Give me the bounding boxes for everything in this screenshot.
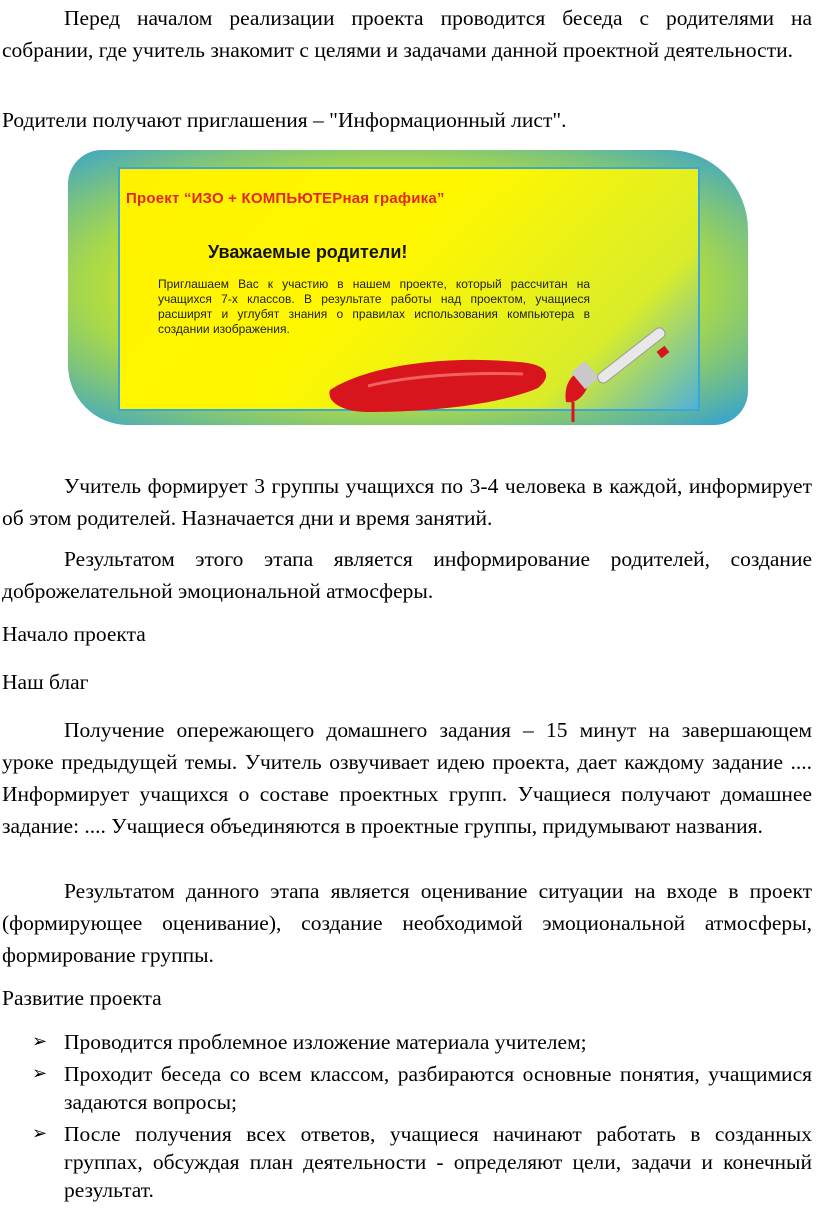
arrow-bullet-icon: ➢ bbox=[32, 1123, 48, 1144]
invitation-body: Приглашаем Вас к участию в нашем проекте, который рассчитан на учащихся 7-х классов. В результате работы над проектом, учащиеся расширят и углубят знания о правилах использования компьютера в создании изображения. bbox=[158, 277, 590, 336]
paint-stroke-graphic bbox=[68, 150, 748, 425]
invitation-image bbox=[68, 150, 748, 425]
invitation-greeting: Уважаемые родители! bbox=[208, 242, 408, 262]
development-list bbox=[0, 1028, 812, 1208]
paragraph-result-2: Результатом данного этапа является оценивание ситуации на входе в проект (формирующее оценивание), создание необходимой эмоциональной атмосферы, формирование группы. bbox=[2, 879, 812, 967]
invitation-title: Проект “ИЗО + КОМПЬЮТЕРная графика” bbox=[126, 190, 445, 207]
paragraph-invitations: Родители получают приглашения – "Информационный лист". bbox=[2, 108, 567, 132]
paragraph-groups: Учитель формирует 3 группы учащихся по 3-4 человека в каждой, информирует об этом родителей. Назначается дни и время занятий. bbox=[2, 474, 812, 530]
list-item: ➢ После получения всех ответов, учащиеся начинают работать в созданных группах, обсуждая план деятельности - определяют цели, задачи и конечный результат. bbox=[32, 1122, 812, 1202]
arrow-bullet-icon: ➢ bbox=[32, 1031, 48, 1052]
heading-project-development: Развитие проекта bbox=[2, 986, 162, 1010]
paint-stroke bbox=[329, 360, 546, 412]
heading-project-start: Начало проекта bbox=[2, 622, 146, 646]
list-item: ➢ Проходит беседа со всем классом, разбираются основные понятия, учащимися задаются вопросы; bbox=[32, 1062, 812, 1114]
list-item: ➢ Проводится проблемное изложение материала учителем; bbox=[32, 1030, 587, 1054]
paintbrush-icon bbox=[565, 326, 669, 422]
paragraph-homework: Получение опережающего домашнего задания – 15 минут на завершающем уроке предыдущей темы. Учитель озвучивает идею проекта, дает каждому задание .... Информирует учащихся о составе проектных групп. Учащиеся получают домашнее задание: .... Учащиеся объединяются в проектные группы, придумывают названия. bbox=[2, 718, 812, 838]
paragraph-result-1: Результатом этого этапа является информирование родителей, создание доброжелательной эмоциональной атмосферы. bbox=[2, 547, 812, 603]
heading-our-blag: Наш благ bbox=[2, 670, 89, 694]
arrow-bullet-icon: ➢ bbox=[32, 1063, 48, 1084]
paragraph-intro: Перед началом реализации проекта проводится беседа с родителями на собрании, где учитель знакомит с целями и задачами данной проектной деятельности. bbox=[2, 6, 812, 62]
